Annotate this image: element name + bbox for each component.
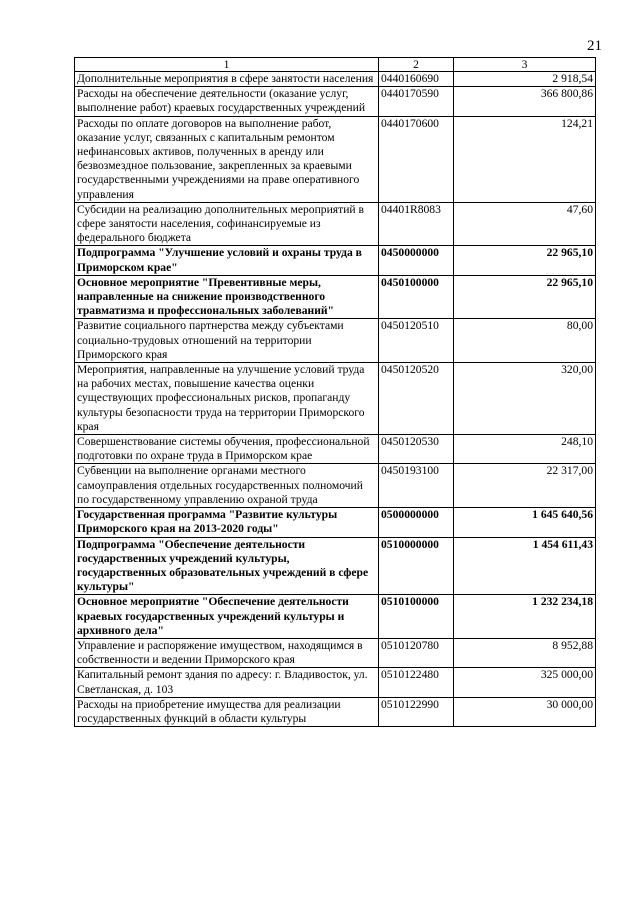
row-amount: 325 000,00 [454, 668, 596, 697]
column-header: 3 [454, 58, 596, 72]
row-code: 0510000000 [379, 537, 454, 595]
table-row [75, 363, 596, 435]
row-name: Государственная программа "Развитие культуры Приморского края на 2013-2020 годы" [75, 508, 379, 537]
row-amount: 1 232 234,18 [454, 595, 596, 639]
row-name: Субвенции на выполнение органами местного самоуправления отдельных государственных полномочий по государственному управлению охраной труда [75, 464, 379, 508]
table-row [75, 72, 596, 87]
row-code: 0450000000 [379, 246, 454, 275]
row-amount: 22 965,10 [454, 275, 596, 319]
row-name: Подпрограмма "Улучшение условий и охраны труда в Приморском крае" [75, 246, 379, 275]
row-name: Развитие социального партнерства между субъектами социально-трудовых отношений на территории Приморского края [75, 319, 379, 363]
row-name: Основное мероприятие "Превентивные меры, направленные на снижение производственного травматизма и профессиональных заболеваний" [75, 275, 379, 319]
row-amount: 248,10 [454, 435, 596, 464]
row-name: Расходы на приобретение имущества для реализации государственных функций в области культуры [75, 697, 379, 726]
budget-table [74, 57, 596, 727]
row-code: 0450120510 [379, 319, 454, 363]
row-amount: 30 000,00 [454, 697, 596, 726]
row-name: Расходы по оплате договоров на выполнение работ, оказание услуг, связанных с капитальным ремонтом нефинансовых активов, полученных в аренду или безвозмездное пользование, закрепленных за краевыми государственными учреждениями на праве оперативного управления [75, 116, 379, 202]
row-code: 0500000000 [379, 508, 454, 537]
row-name: Подпрограмма "Обеспечение деятельности государственных учреждений культуры, государственных образовательных учреждений в сфере культуры" [75, 537, 379, 595]
row-name: Основное мероприятие "Обеспечение деятельности краевых государственных учреждений культуры и архивного дела" [75, 595, 379, 639]
column-header: 1 [75, 58, 379, 72]
table-row [75, 595, 596, 639]
row-code: 0450120520 [379, 363, 454, 435]
page-number: 21 [587, 38, 602, 54]
table-row [75, 668, 596, 697]
row-name: Совершенствование системы обучения, профессиональной подготовки по охране труда в Приморском крае [75, 435, 379, 464]
table-row [75, 537, 596, 595]
row-amount: 1 645 640,56 [454, 508, 596, 537]
table-row [75, 697, 596, 726]
row-name: Дополнительные мероприятия в сфере занятости населения [75, 72, 379, 87]
row-code: 04401R8083 [379, 202, 454, 246]
column-header: 2 [379, 58, 454, 72]
row-code: 0440160690 [379, 72, 454, 87]
row-amount: 80,00 [454, 319, 596, 363]
table-row [75, 508, 596, 537]
row-code: 0510122480 [379, 668, 454, 697]
row-amount: 22 965,10 [454, 246, 596, 275]
row-amount: 124,21 [454, 116, 596, 202]
row-amount: 22 317,00 [454, 464, 596, 508]
row-code: 0440170600 [379, 116, 454, 202]
table-row [75, 116, 596, 202]
row-amount: 1 454 611,43 [454, 537, 596, 595]
row-code: 0450120530 [379, 435, 454, 464]
table-row [75, 638, 596, 667]
table-row [75, 275, 596, 319]
row-name: Капитальный ремонт здания по адресу: г. Владивосток, ул. Светланская, д. 103 [75, 668, 379, 697]
row-code: 0450193100 [379, 464, 454, 508]
row-name: Субсидии на реализацию дополнительных мероприятий в сфере занятости населения, софинансируемые из федерального бюджета [75, 202, 379, 246]
table-row [75, 319, 596, 363]
row-amount: 2 918,54 [454, 72, 596, 87]
row-code: 0450100000 [379, 275, 454, 319]
row-amount: 8 952,88 [454, 638, 596, 667]
row-code: 0510100000 [379, 595, 454, 639]
row-code: 0440170590 [379, 87, 454, 116]
row-amount: 366 800,86 [454, 87, 596, 116]
row-name: Мероприятия, направленные на улучшение условий труда на рабочих местах, повышение качества оценки существующих профессиональных рисков, пропаганду культуры безопасности труда на территории Приморского края [75, 363, 379, 435]
row-name: Управление и распоряжение имуществом, находящимся в собственности и ведении Приморского края [75, 638, 379, 667]
table-row [75, 435, 596, 464]
row-name: Расходы на обеспечение деятельности (оказание услуг, выполнение работ) краевых государственных учреждений [75, 87, 379, 116]
row-code: 0510120780 [379, 638, 454, 667]
table-row [75, 202, 596, 246]
row-amount: 47,60 [454, 202, 596, 246]
table-row [75, 87, 596, 116]
table-row [75, 246, 596, 275]
table-row [75, 464, 596, 508]
row-amount: 320,00 [454, 363, 596, 435]
table-header-row [75, 58, 596, 72]
row-code: 0510122990 [379, 697, 454, 726]
